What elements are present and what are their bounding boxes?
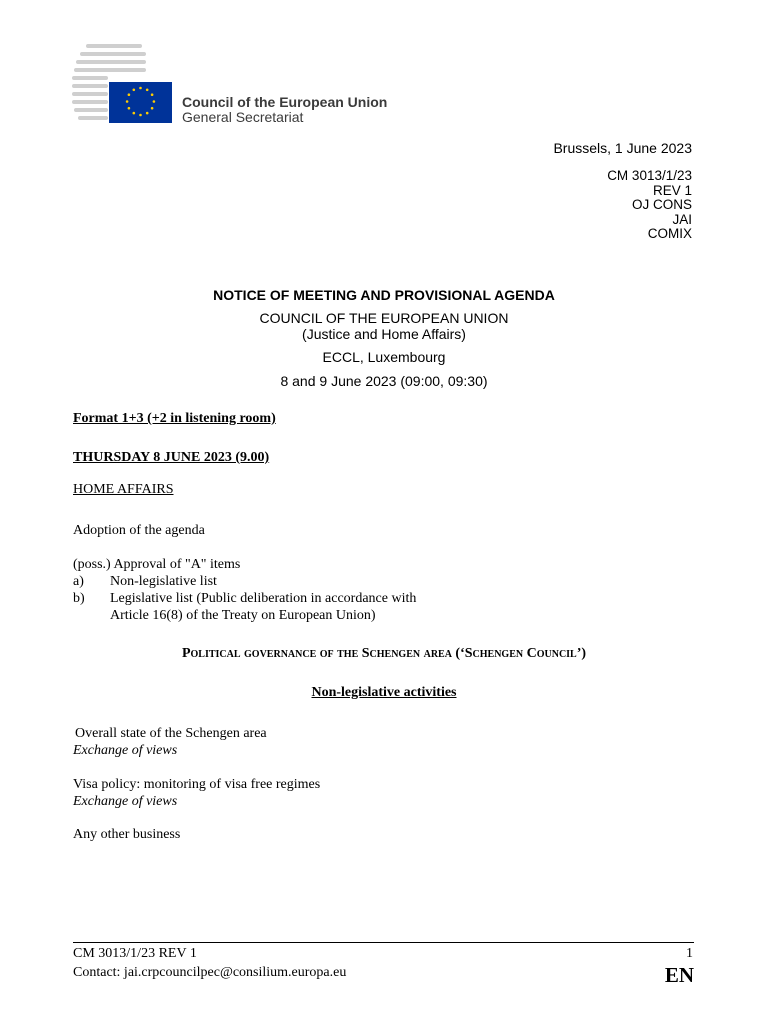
- list-marker: b): [73, 591, 85, 606]
- reference-line: JAI: [672, 211, 692, 227]
- section-heading: HOME AFFAIRS: [73, 482, 174, 497]
- meeting-venue: ECCL, Luxembourg: [322, 349, 446, 365]
- schengen-heading: Political governance of the Schengen area (‘Schengen Council’): [181, 646, 587, 661]
- agenda-item-adoption: Adoption of the agenda: [73, 523, 205, 538]
- non-legislative-list: Non-legislative list: [110, 574, 217, 589]
- reference-line: COMIX: [647, 226, 692, 242]
- council-name: COUNCIL OF THE EUROPEAN UNION: [259, 310, 509, 326]
- council-logo: [72, 42, 184, 126]
- agenda-item-title: Visa policy: monitoring of visa free regimes: [73, 777, 321, 792]
- list-marker: a): [73, 574, 84, 589]
- agenda-item-note: Exchange of views: [73, 794, 178, 809]
- meeting-format: Format 1+3 (+2 in listening room): [73, 411, 276, 426]
- legislative-list-continued: Article 16(8) of the Treaty on European Union): [110, 608, 376, 623]
- reference-line: OJ CONS: [631, 197, 692, 213]
- org-name: Council of the European Union: [182, 94, 388, 110]
- place-date: Brussels, 1 June 2023: [553, 140, 692, 156]
- legislative-list: Legislative list (Public deliberation in accordance with: [110, 591, 417, 606]
- reference-line: REV 1: [652, 182, 692, 198]
- footer-reference: CM 3013/1/23 REV 1: [73, 946, 197, 961]
- non-legislative-heading: Non-legislative activities: [311, 685, 457, 700]
- agenda-item-title: Any other business: [73, 827, 181, 842]
- meeting-dates: 8 and 9 June 2023 (09:00, 09:30): [280, 373, 488, 389]
- reference-line: CM 3013/1/23: [607, 168, 692, 183]
- council-formation: (Justice and Home Affairs): [302, 326, 466, 342]
- notice-heading: NOTICE OF MEETING AND PROVISIONAL AGENDA: [213, 287, 555, 303]
- page-number: 1: [686, 946, 693, 961]
- footer-contact: Contact: jai.crpcouncilpec@consilium.europa.eu: [73, 965, 347, 980]
- agenda-item-title: Overall state of the Schengen area: [75, 726, 267, 741]
- agenda-item-note: Exchange of views: [73, 743, 178, 758]
- day-heading: THURSDAY 8 JUNE 2023 (9.00): [73, 450, 270, 465]
- agenda-item-approval: (poss.) Approval of "A" items: [73, 557, 241, 572]
- org-subtitle: General Secretariat: [182, 109, 304, 125]
- footer-divider: [73, 942, 694, 943]
- language-code: EN: [664, 963, 694, 987]
- document-references: [607, 169, 692, 242]
